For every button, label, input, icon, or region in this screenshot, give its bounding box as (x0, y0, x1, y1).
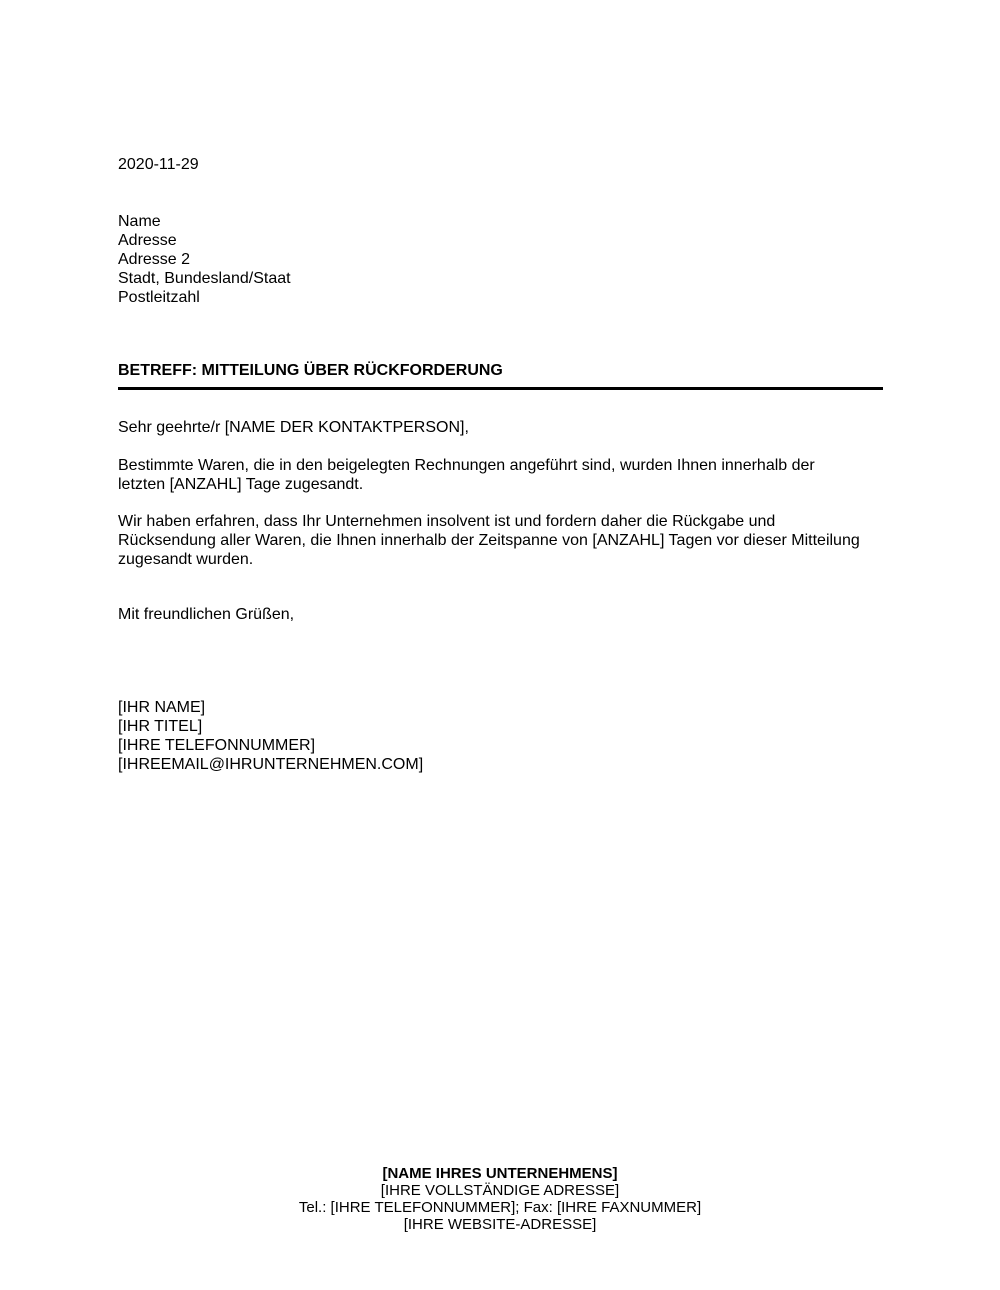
recipient-postal-code: Postleitzahl (118, 289, 200, 306)
body-paragraph-1 (118, 456, 888, 494)
subject-heading: BETREFF: MITTEILUNG ÜBER RÜCKFORDERUNG (118, 362, 503, 379)
signature-block (118, 698, 423, 774)
paragraph-line: Rücksendung aller Waren, die Ihnen innerhalb der Zeitspanne von [ANZAHL] Tagen vor dieser Mitteilung (118, 532, 860, 549)
recipient-address-line-2: Adresse 2 (118, 251, 191, 268)
recipient-address (118, 212, 291, 307)
paragraph-line: Bestimmte Waren, die in den beigelegten Rechnungen angeführt sind, wurden Ihnen innerhalb der (118, 457, 815, 474)
recipient-address-line-1: Adresse (118, 232, 177, 249)
subject-divider (118, 387, 883, 390)
signature-name: [IHR NAME] (118, 699, 206, 716)
paragraph-line: letzten [ANZAHL] Tage zugesandt. (118, 476, 364, 493)
footer-company-name: [NAME IHRES UNTERNEHMENS] (382, 1165, 618, 1182)
signature-email: [IHREEMAIL@IHRUNTERNEHMEN.COM] (118, 756, 424, 773)
footer-address: [IHRE VOLLSTÄNDIGE ADRESSE] (380, 1182, 620, 1199)
paragraph-line: zugesandt wurden. (118, 551, 254, 568)
paragraph-line: Wir haben erfahren, dass Ihr Unternehmen insolvent ist und fordern daher die Rückgabe und (118, 513, 776, 530)
body-paragraph-2 (118, 512, 888, 569)
salutation: Sehr geehrte/r [NAME DER KONTAKTPERSON], (118, 419, 469, 436)
recipient-name: Name (118, 213, 161, 230)
signature-title: [IHR TITEL] (118, 718, 203, 735)
footer-contact: Tel.: [IHRE TELEFONNUMMER]; Fax: [IHRE FAXNUMMER] (298, 1199, 702, 1216)
signature-phone: [IHRE TELEFONNUMMER] (118, 737, 316, 754)
page-footer (0, 1165, 1000, 1233)
closing: Mit freundlichen Grüßen, (118, 606, 295, 623)
recipient-city-state: Stadt, Bundesland/Staat (118, 270, 291, 287)
letter-date: 2020-11-29 (118, 156, 199, 173)
footer-website: [IHRE WEBSITE-ADRESSE] (403, 1216, 597, 1233)
